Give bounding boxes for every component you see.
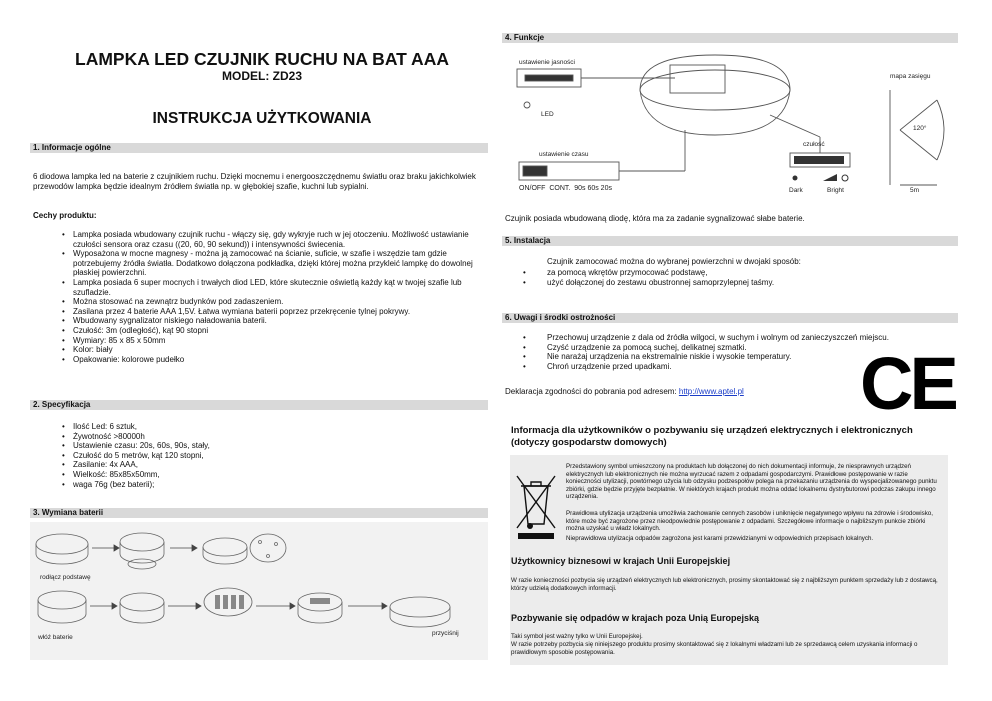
installation-intro: Czujnik zamocować można do wybranej powierzchni w dwojaki sposób: xyxy=(547,257,801,266)
features-list xyxy=(62,230,474,364)
list-item: • Wyposażona w mocne magnesy - można ją zamocować na ścianie, suficie, w szafie i wszędzie tam gdzie potrzebujemy źródła światła. Dodatkowo dołączona podkładka, dzięki której można przykleić lampkę do dowolnej płaskiej powierzchni. xyxy=(62,249,474,278)
led-label: LED xyxy=(541,111,554,118)
weee-title: Informacja dla użytkowników o pozbywaniu się urządzeń elektrycznych i elektronicznych (dotyczy gospodarstw domowych) xyxy=(511,425,913,448)
list-item: • użyć dołączonej do zestawu obustronnej samoprzylepnej taśmy. xyxy=(523,278,943,288)
list-item: • Wbudowany sygnalizator niskiego naładowania baterii. xyxy=(62,316,474,326)
section-heading-general: 1. Informacje ogólne xyxy=(30,143,488,153)
list-item: • Lampka posiada 6 super mocnych i trwałych diod LED, które skutecznie oświetlą każdy kąt w twojej szafie lub szufladzie. xyxy=(62,278,474,297)
model-label: MODEL: ZD23 xyxy=(221,69,302,83)
list-item: • Lampka posiada wbudowany czujnik ruchu - włączy się, gdy wykryje ruch w jej otoczeniu. Możliwość ustawianie czułości sensora oraz czasu ((20, 60, 90 sekund)) i intensywności świecenia. xyxy=(62,230,474,249)
intro-paragraph: 6 diodowa lampka led na baterie z czujnikiem ruchu. Dzięki mocnemu i energooszczędnemu światłu oraz braku jakichkolwiek przewodów lampka będzie idealnym źródłem światła np. w głębokiej szafie, kuchni lub sypialni. xyxy=(33,172,476,191)
functions-diagram xyxy=(505,45,955,205)
list-item: • Opakowanie: kolorowe pudełko xyxy=(62,355,474,365)
battery-diode-note: Czujnik posiada wbudowaną diodę, która ma za zadanie sygnalizować słabe baterie. xyxy=(505,214,805,223)
range-label: 5m xyxy=(910,187,920,194)
features-title: Cechy produktu: xyxy=(33,211,97,220)
push-label: przyciśnij xyxy=(432,630,459,637)
battery-diagram xyxy=(30,522,488,660)
list-item: • waga 76g (bez baterii); xyxy=(62,480,462,490)
spec-list xyxy=(62,422,462,489)
section-heading-precautions: 6. Uwagi i środki ostrożności xyxy=(502,313,958,323)
ce-mark: CE xyxy=(860,342,955,425)
list-item: • Wielkość: 85x85x50mm, xyxy=(62,470,462,480)
map-label: mapa zasięgu xyxy=(890,73,931,80)
list-item: • Zasilanie: 4x AAA, xyxy=(62,460,462,470)
dark-label: Dark xyxy=(789,187,803,194)
section-heading-battery: 3. Wymiana baterii xyxy=(30,508,488,518)
list-item: • Czułość do 5 metrów, kąt 120 stopni, xyxy=(62,451,462,461)
time-label: ustawienie czasu xyxy=(539,151,589,158)
installation-list xyxy=(523,268,943,287)
business-users-text: W razie konieczności pozbycia się urządzeń elektrycznych lub elektronicznych, prosimy skontaktować się z najbliższym punktem sprzedaży lub z dostawcą, którzy udzielą dodatkowych informacji. xyxy=(511,577,938,592)
section-heading-installation: 5. Instalacja xyxy=(502,236,958,246)
list-item: • Chroń urządzenie przed upadkami. xyxy=(523,362,963,372)
declaration-line xyxy=(505,387,744,397)
list-item: • Czułość: 3m (odległość), kąt 90 stopni xyxy=(62,326,474,336)
declaration-text: Deklaracja zgodności do pobrania pod adresem: xyxy=(505,387,679,396)
weee-paragraph-3: Nieprawidłowa utylizacja odpadów zagrożona jest karami przewidzianymi w odpowiednich przepisach lokalnych. xyxy=(566,535,874,542)
list-item: • Czyść urządzenie za pomocą suchej, delikatnej szmatki. xyxy=(523,343,963,353)
list-item: • Nie narażaj urządzenia na ekstremalnie niskie i wysokie temperatury. xyxy=(523,352,963,362)
brightness-label: ustawienie jasności xyxy=(519,59,576,66)
list-item: • Kolor: biały xyxy=(62,345,474,355)
list-item: • Można stosować na zewnątrz budynków pod zadaszeniem. xyxy=(62,297,474,307)
outside-eu-title: Pozbywanie się odpadów w krajach poza Unią Europejską xyxy=(511,613,760,623)
list-item: • Przechowuj urządzenie z dala od źródła wilgoci, w suchym i wolnym od zanieczyszczeń miejscu. xyxy=(523,333,963,343)
weee-paragraph-2: Prawidłowa utylizacja urządzenia umożliwia zachowanie cennych zasobów i uniknięcie negatywnego wpływu na zdrowie i środowisko, które może być zagrożone przez nieodpowiednie postępowanie z odpadami. Szczegółowe informacje o najbliższym punkcie zbiórki można uzyskać u władz lokalnych. xyxy=(566,510,933,533)
angle-label: 120° xyxy=(913,125,927,132)
section-heading-functions: 4. Funkcje xyxy=(502,33,958,43)
pad-label: rodłącz podstawę xyxy=(40,574,91,581)
weee-bin-icon xyxy=(514,470,558,542)
business-users-title: Użytkownicy biznesowi w krajach Unii Europejskiej xyxy=(511,556,731,566)
sensitivity-label: czułość xyxy=(803,141,825,148)
list-item: • Żywotność >80000h xyxy=(62,432,462,442)
bright-label: Bright xyxy=(827,187,844,194)
modes-label: ON/OFF CONT. 90s 60s 20s xyxy=(519,185,612,192)
manual-title: INSTRUKCJA UŻYTKOWANIA xyxy=(152,110,372,127)
list-item: • Wymiary: 85 x 85 x 50mm xyxy=(62,336,474,346)
outside-eu-text-1: Taki symbol jest ważny tylko w Unii Europejskej. xyxy=(511,633,643,640)
product-title: LAMPKA LED CZUJNIK RUCHU NA BAT AAA xyxy=(75,49,449,69)
declaration-link[interactable]: http://www.aptel.pl xyxy=(678,387,744,396)
list-item: • Ilość Led: 6 sztuk, xyxy=(62,422,462,432)
batteries-label: włóż baterie xyxy=(38,634,73,641)
list-item: • Zasilana przez 4 baterie AAA 1,5V. Łatwa wymiana baterii poprzez przekręcenie tylnej pokrywy. xyxy=(62,307,474,317)
list-item: • za pomocą wkrętów przymocować podstawę, xyxy=(523,268,943,278)
list-item: • Ustawienie czasu: 20s, 60s, 90s, stały, xyxy=(62,441,462,451)
section-heading-spec: 2. Specyfikacja xyxy=(30,400,488,410)
outside-eu-text-2: W razie potrzeby pozbycia się niniejszego produktu prosimy skontaktować się z lokalnymi władzami lub ze sprzedawcą celem uzyskania informacji o prawidłowym sposobie postępowania. xyxy=(511,641,918,656)
weee-paragraph-1: Przedstawiony symbol umieszczony na produktach lub dołączonej do nich dokumentacji informuje, że niesprawnych urządzeń elektrycznych lub elektronicznych nie można wyrzucać razem z odpadami gospodarczymi. Prawidłowe postępowanie w razie konieczności utylizacji, powtórnego użycia lub odzysku podzespołów polega na przekazaniu urządzenia do wyspecjalizowanego punktu zbiórki, gdzie będzie przyjęte bezpłatnie. W niektórych krajach produkt można oddać lokalnemu dystrybutorowi podczas zakupu innego urządzenia. xyxy=(566,463,937,501)
